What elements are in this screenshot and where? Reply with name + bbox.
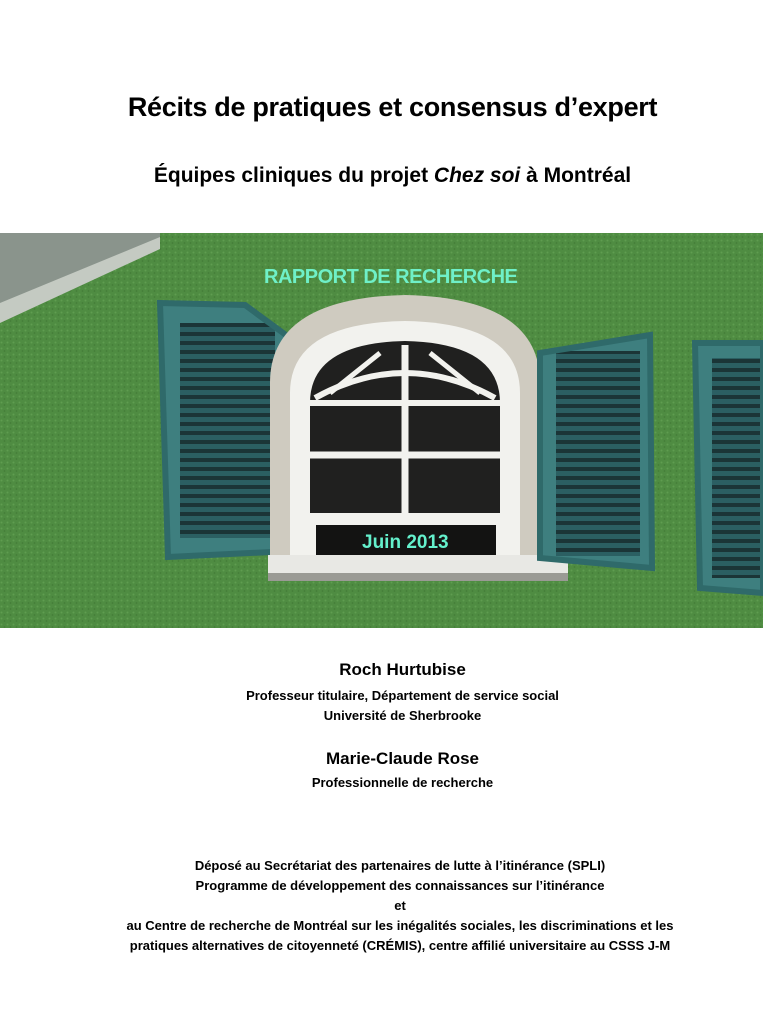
subtitle-after: à Montréal bbox=[520, 164, 632, 187]
author-name: Marie-Claude Rose bbox=[325, 749, 480, 768]
subtitle-before: Équipes cliniques du projet bbox=[153, 164, 434, 187]
author-affiliation: Professeur titulaire, Département de service social bbox=[246, 688, 559, 703]
deposit-line: Déposé au Secrétariat des partenaires de lutte à l’itinérance (SPLI) bbox=[194, 858, 606, 873]
author-block-1 bbox=[0, 660, 770, 726]
far-right-shutter bbox=[695, 343, 763, 593]
author-affiliation: Professionnelle de recherche bbox=[311, 775, 494, 790]
cover-photo bbox=[0, 233, 763, 628]
window-illustration bbox=[0, 233, 763, 628]
deposit-statement bbox=[0, 856, 770, 956]
deposit-line: et bbox=[394, 898, 406, 913]
deposit-line: au Centre de recherche de Montréal sur les inégalités sociales, les discriminations et les bbox=[126, 918, 674, 933]
report-label: RAPPORT DE RECHERCHE bbox=[264, 266, 518, 288]
deposit-line: Programme de développement des connaissances sur l’itinérance bbox=[195, 878, 605, 893]
author-name: Roch Hurtubise bbox=[339, 660, 466, 679]
deposit-line: pratiques alternatives de citoyenneté (CRÉMIS), centre affilié universitaire au CSSS J-M bbox=[129, 938, 671, 953]
page-title: Récits de pratiques et consensus d’expert bbox=[127, 92, 658, 122]
subtitle-italic: Chez soi bbox=[433, 164, 521, 187]
author-block-2 bbox=[0, 749, 770, 793]
report-date: Juin 2013 bbox=[362, 532, 449, 553]
page-subtitle bbox=[0, 164, 770, 188]
author-affiliation: Université de Sherbrooke bbox=[323, 708, 482, 723]
right-shutter bbox=[540, 335, 652, 568]
